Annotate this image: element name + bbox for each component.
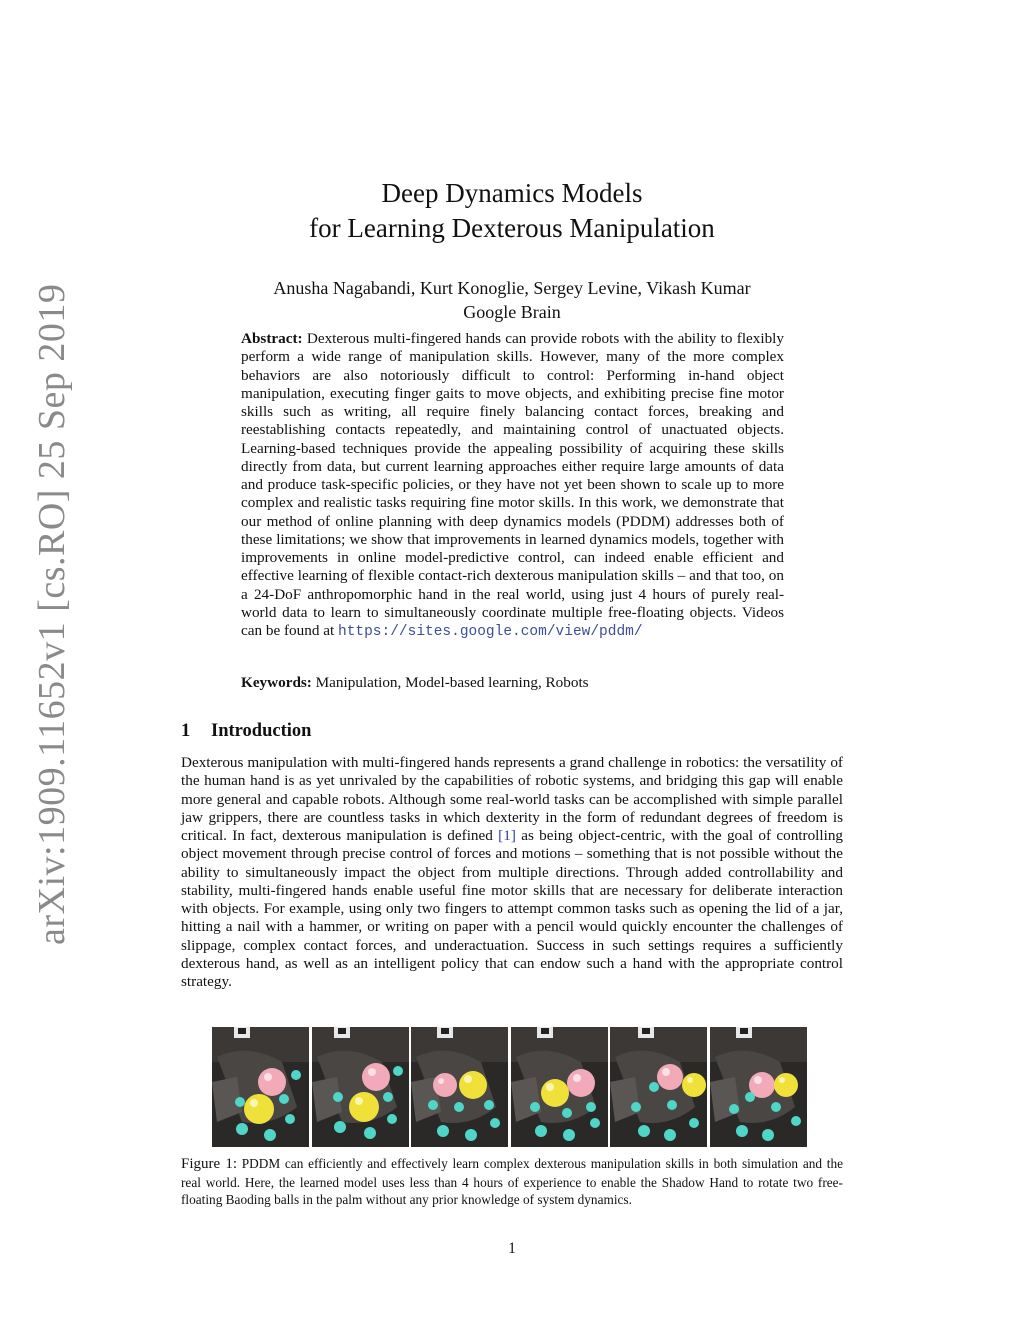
intro-text-part1: Dexterous manipulation with multi-fingered hands represents a grand challenge in robotics: the versatility of the human hand is as yet unrivaled by the capabilities of robotic systems, and bridging this gap will enable more general and capable robots. Although some real-world tasks can be accomplished with simple parallel jaw grippers, there are countless tasks in which dexterity in the form of redundant degrees of freedom is critical. In fact, dexterous manipulation is defined <box>181 754 843 844</box>
figure-panel-3 <box>411 1027 508 1147</box>
figure-panel-4 <box>511 1027 608 1147</box>
project-url-link[interactable]: https://sites.google.com/view/pddm/ <box>338 624 643 640</box>
robot-hand-baoding-image <box>610 1027 707 1147</box>
author-block <box>180 276 844 324</box>
author-names: Anusha Nagabandi, Kurt Konoglie, Sergey Levine, Vikash Kumar <box>273 278 751 298</box>
abstract <box>241 330 784 641</box>
robot-hand-baoding-image <box>212 1027 309 1147</box>
figure-label: Figure 1: <box>181 1156 237 1172</box>
keywords-label: Keywords: <box>241 674 312 691</box>
abstract-label: Abstract: <box>241 330 303 347</box>
affiliation: Google Brain <box>463 302 561 322</box>
paper-title <box>180 176 844 246</box>
page-number: 1 <box>508 1240 516 1257</box>
keywords-text: Manipulation, Model-based learning, Robots <box>315 674 589 691</box>
robot-hand-baoding-image <box>312 1027 409 1147</box>
arxiv-identifier: arXiv:1909.11652v1 [cs.RO] 25 Sep 2019 <box>31 283 73 945</box>
keywords <box>241 674 784 692</box>
section-title: Introduction <box>211 721 312 741</box>
abstract-text: Dexterous multi-fingered hands can provide robots with the ability to flexibly perform a wide range of manipulation skills. However, many of the more complex behaviors are also notoriously difficult to control: Performing in-hand object manipulation, executing finger gaits to move objects, and exhibiting precise fine motor skills such as writing, all require finely balancing contact forces, breaking and reestablishing contacts repeatedly, and maintaining control of unactuated objects. Learning-based techniques provide the appealing possibility of acquiring these skills directly from data, but current learning approaches either require large amounts of data and produce task-specific policies, or they have not yet been shown to scale up to more complex and realistic tasks requiring fine motor skills. In this work, we demonstrate that our method of online planning with deep dynamics models (PDDM) addresses both of these limitations; we show that improvements in learned dynamics models, together with improvements in online model-predictive control, can indeed enable efficient and effective learning of flexible contact-rich dexterous manipulation skills – and that too, on a 24-DoF anthropomorphic hand in the real world, using just 4 hours of purely real-world data to learn to simultaneously coordinate multiple free-floating objects. Videos can be found at <box>241 330 784 639</box>
figure-1-image-strip <box>212 1027 807 1147</box>
figure-caption-text: PDDM can efficiently and effectively learn complex dexterous manipulation skills in both simulation and the real world. Here, the learned model uses less than 4 hours of experience to enable the Shadow Hand to rotate two free-floating Baoding balls in the palm without any prior knowledge of system dynamics. <box>181 1156 843 1207</box>
figure-panel-2 <box>312 1027 409 1147</box>
figure-caption <box>181 1155 843 1209</box>
title-line-2: for Learning Dexterous Manipulation <box>309 213 715 243</box>
robot-hand-baoding-image <box>411 1027 508 1147</box>
section-number: 1 <box>181 721 191 741</box>
section-heading <box>181 721 311 742</box>
figure-panel-5 <box>610 1027 707 1147</box>
figure-panel-1 <box>212 1027 309 1147</box>
citation-link[interactable]: [1] <box>498 827 516 844</box>
robot-hand-baoding-image <box>511 1027 608 1147</box>
title-line-1: Deep Dynamics Models <box>381 178 643 208</box>
robot-hand-baoding-image <box>710 1027 807 1147</box>
figure-panel-6 <box>710 1027 807 1147</box>
intro-text-part2: as being object-centric, with the goal of controlling object movement through precise control of forces and motions – something that is not possible without the ability to simultaneously impact the object from multiple directions. Through added controllability and stability, multi-fingered hands enable useful fine motor skills that are necessary for deliberate interaction with objects. For example, using only two fingers to attempt common tasks such as opening the lid of a jar, hitting a nail with a hammer, or writing on paper with a pencil would quickly encounter the challenges of slippage, complex contact forces, and underactuation. Success in such settings requires a sufficiently dexterous hand, as well as an intelligent policy that can endow such a hand with the appropriate control strategy. <box>181 827 844 990</box>
introduction-paragraph <box>181 754 843 991</box>
